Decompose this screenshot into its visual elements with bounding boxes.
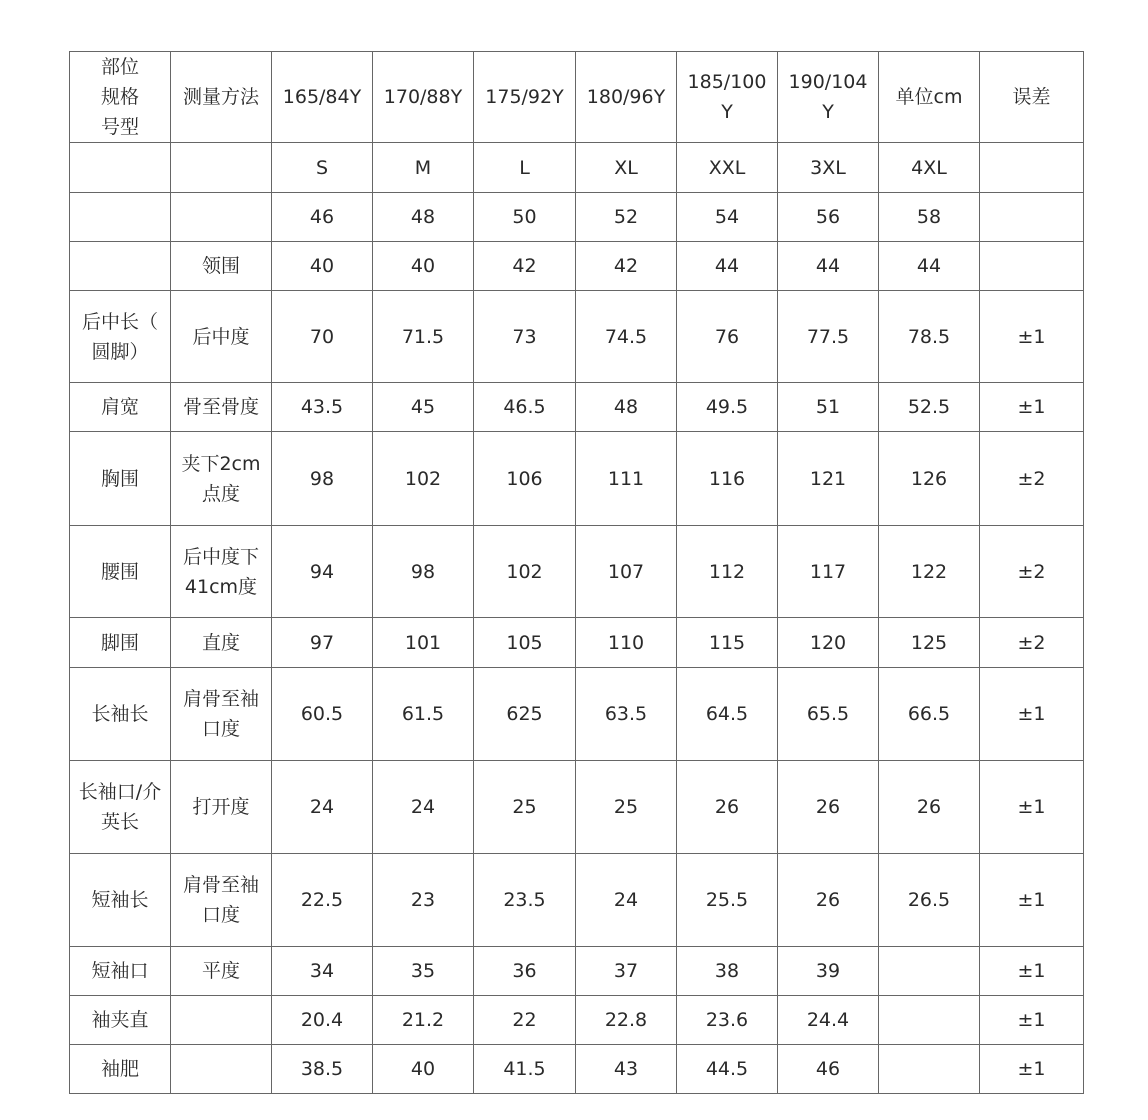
- part-cell-line: 肩宽: [100, 396, 139, 418]
- value-cell: 42: [474, 242, 576, 291]
- value-cell: 38: [677, 947, 778, 996]
- value-cell: 25: [474, 761, 576, 854]
- value-cell: 43.5: [272, 383, 373, 432]
- value-cell: 65.5: [778, 668, 879, 761]
- method-cell-line: 肩骨至袖: [182, 688, 259, 710]
- value-cell: 23.5: [474, 854, 576, 947]
- value-cell: 35: [373, 947, 474, 996]
- value-cell: 20.4: [272, 996, 373, 1045]
- tolerance-cell: [980, 143, 1084, 193]
- value-cell: 70: [272, 291, 373, 383]
- part-cell: [70, 854, 171, 947]
- value-cell: 37: [576, 947, 677, 996]
- tolerance-cell: ±2: [980, 432, 1084, 526]
- method-cell-line: 口度: [201, 904, 240, 926]
- value-cell: 77.5: [778, 291, 879, 383]
- value-cell: 102: [474, 526, 576, 618]
- value-cell: 45: [373, 383, 474, 432]
- value-cell: 41.5: [474, 1045, 576, 1094]
- method-cell: [171, 947, 272, 996]
- header-size-3-line: 175/92Y: [485, 86, 564, 108]
- part-cell-line: 袖夹直: [91, 1009, 149, 1031]
- value-cell: 52: [576, 193, 677, 242]
- value-cell: 71.5: [373, 291, 474, 383]
- method-cell: [171, 761, 272, 854]
- table-row: [70, 854, 1084, 947]
- value-cell: 110: [576, 618, 677, 668]
- part-cell: [70, 761, 171, 854]
- value-cell: [879, 1045, 980, 1094]
- table-row: [70, 668, 1084, 761]
- value-cell: 23: [373, 854, 474, 947]
- table-row: [70, 242, 1084, 291]
- method-cell: [171, 668, 272, 761]
- value-cell: 36: [474, 947, 576, 996]
- method-cell-line: 打开度: [192, 796, 250, 818]
- part-cell-line: 胸围: [100, 467, 139, 490]
- table-row: [70, 193, 1084, 242]
- table-row: [70, 996, 1084, 1045]
- header-tolerance: 误差: [980, 52, 1084, 143]
- value-cell: 111: [576, 432, 677, 526]
- value-cell: 46: [778, 1045, 879, 1094]
- header-size-4: [576, 52, 677, 143]
- method-cell: [171, 291, 272, 383]
- value-cell: 125: [879, 618, 980, 668]
- value-cell: 52.5: [879, 383, 980, 432]
- header-part-spec-size: [70, 52, 171, 143]
- value-cell: 56: [778, 193, 879, 242]
- value-cell: 34: [272, 947, 373, 996]
- value-cell: 107: [576, 526, 677, 618]
- value-cell: 73: [474, 291, 576, 383]
- value-cell: 26: [778, 854, 879, 947]
- value-cell: 101: [373, 618, 474, 668]
- value-cell: 25: [576, 761, 677, 854]
- value-cell: 38.5: [272, 1045, 373, 1094]
- method-cell: [171, 432, 272, 526]
- header-size-3: [474, 52, 576, 143]
- value-cell: 24: [272, 761, 373, 854]
- method-cell-line: 夹下2cm: [181, 452, 261, 475]
- value-cell: 94: [272, 526, 373, 618]
- value-cell: [879, 947, 980, 996]
- header-size-5-line: Y: [721, 101, 733, 123]
- part-cell-line: 短袖长: [91, 889, 149, 911]
- size-chart-body: [70, 52, 1084, 1094]
- tolerance-cell: ±1: [980, 668, 1084, 761]
- value-cell: 21.2: [373, 996, 474, 1045]
- value-cell: 63.5: [576, 668, 677, 761]
- part-cell: [70, 193, 171, 242]
- header-size-1: [272, 52, 373, 143]
- header-size-6: [778, 52, 879, 143]
- value-cell: 39: [778, 947, 879, 996]
- value-cell: 126: [879, 432, 980, 526]
- value-cell: 74.5: [576, 291, 677, 383]
- value-cell: 46.5: [474, 383, 576, 432]
- value-cell: 66.5: [879, 668, 980, 761]
- part-cell-line: 腰围: [100, 560, 139, 583]
- part-cell: [70, 947, 171, 996]
- value-cell: 117: [778, 526, 879, 618]
- value-cell: 24: [373, 761, 474, 854]
- table-row: [70, 947, 1084, 996]
- value-cell: 46: [272, 193, 373, 242]
- header-size-2: [373, 52, 474, 143]
- value-cell: 97: [272, 618, 373, 668]
- tolerance-cell: ±2: [980, 526, 1084, 618]
- header-size-7: [879, 52, 980, 143]
- value-cell: 44: [778, 242, 879, 291]
- value-cell: 54: [677, 193, 778, 242]
- part-cell: [70, 242, 171, 291]
- header-size-7-line: 单位cm: [895, 86, 963, 108]
- method-cell-line: 后中度下: [182, 545, 259, 568]
- method-cell-line: 骨至骨度: [182, 396, 259, 418]
- value-cell: 64.5: [677, 668, 778, 761]
- value-cell: 40: [272, 242, 373, 291]
- table-row: [70, 618, 1084, 668]
- value-cell: 23.6: [677, 996, 778, 1045]
- part-cell: [70, 432, 171, 526]
- header-size-6-line: Y: [822, 101, 834, 123]
- method-cell-line: 41cm度: [184, 575, 258, 598]
- method-cell-line: 口度: [201, 718, 240, 740]
- part-cell-line: 圆脚）: [91, 340, 149, 363]
- value-cell: 120: [778, 618, 879, 668]
- part-cell: [70, 526, 171, 618]
- method-cell: [171, 996, 272, 1045]
- value-cell: 26: [778, 761, 879, 854]
- value-cell: 40: [373, 242, 474, 291]
- value-cell: 48: [576, 383, 677, 432]
- tolerance-cell: [980, 193, 1084, 242]
- table-row: [70, 291, 1084, 383]
- method-cell-line: 点度: [201, 482, 240, 505]
- part-cell: [70, 618, 171, 668]
- part-cell: [70, 291, 171, 383]
- value-cell: 98: [272, 432, 373, 526]
- part-cell: [70, 143, 171, 193]
- value-cell: M: [373, 143, 474, 193]
- value-cell: 24: [576, 854, 677, 947]
- part-cell-line: 脚围: [100, 631, 139, 654]
- value-cell: 25.5: [677, 854, 778, 947]
- value-cell: 122: [879, 526, 980, 618]
- method-cell-line: 领围: [201, 255, 240, 277]
- table-row: [70, 526, 1084, 618]
- method-cell: [171, 854, 272, 947]
- value-cell: 3XL: [778, 143, 879, 193]
- part-cell-line: 后中长（: [81, 310, 158, 333]
- value-cell: 106: [474, 432, 576, 526]
- value-cell: 116: [677, 432, 778, 526]
- header-row: [70, 52, 1084, 143]
- part-cell: [70, 1045, 171, 1094]
- header-part-spec-size-line: 号型: [100, 116, 139, 138]
- tolerance-cell: ±1: [980, 383, 1084, 432]
- value-cell: 76: [677, 291, 778, 383]
- method-cell-line: 后中度: [192, 325, 250, 348]
- value-cell: 22.5: [272, 854, 373, 947]
- table-row: [70, 761, 1084, 854]
- value-cell: 44.5: [677, 1045, 778, 1094]
- value-cell: 115: [677, 618, 778, 668]
- method-cell: [171, 526, 272, 618]
- part-cell-line: 袖肥: [100, 1058, 139, 1080]
- header-measure-method: 测量方法: [171, 52, 272, 143]
- tolerance-cell: ±1: [980, 1045, 1084, 1094]
- method-cell-line: 肩骨至袖: [182, 874, 259, 896]
- tolerance-cell: ±2: [980, 618, 1084, 668]
- tolerance-cell: ±1: [980, 291, 1084, 383]
- part-cell: [70, 996, 171, 1045]
- value-cell: 26.5: [879, 854, 980, 947]
- tolerance-cell: [980, 242, 1084, 291]
- value-cell: 98: [373, 526, 474, 618]
- value-cell: 44: [879, 242, 980, 291]
- value-cell: 102: [373, 432, 474, 526]
- header-size-6-line: 190/104: [788, 71, 868, 93]
- value-cell: XXL: [677, 143, 778, 193]
- table-row: [70, 383, 1084, 432]
- value-cell: 121: [778, 432, 879, 526]
- part-cell-line: 长袖口/介: [78, 781, 162, 803]
- method-cell: [171, 143, 272, 193]
- tolerance-cell: ±1: [980, 854, 1084, 947]
- value-cell: L: [474, 143, 576, 193]
- value-cell: 625: [474, 668, 576, 761]
- value-cell: 43: [576, 1045, 677, 1094]
- value-cell: 42: [576, 242, 677, 291]
- value-cell: 22.8: [576, 996, 677, 1045]
- value-cell: 48: [373, 193, 474, 242]
- value-cell: 78.5: [879, 291, 980, 383]
- method-cell-line: 平度: [201, 960, 240, 982]
- method-cell: [171, 1045, 272, 1094]
- method-cell: [171, 618, 272, 668]
- method-cell-line: 直度: [201, 631, 240, 654]
- table-row: [70, 143, 1084, 193]
- part-cell-line: 长袖长: [91, 703, 149, 725]
- value-cell: 51: [778, 383, 879, 432]
- value-cell: 58: [879, 193, 980, 242]
- value-cell: 26: [879, 761, 980, 854]
- tolerance-cell: ±1: [980, 947, 1084, 996]
- part-cell: [70, 668, 171, 761]
- header-part-spec-size-line: 规格: [100, 86, 139, 108]
- value-cell: 112: [677, 526, 778, 618]
- header-size-2-line: 170/88Y: [383, 86, 463, 108]
- value-cell: 50: [474, 193, 576, 242]
- method-cell: [171, 242, 272, 291]
- value-cell: 40: [373, 1045, 474, 1094]
- value-cell: 60.5: [272, 668, 373, 761]
- method-cell: [171, 383, 272, 432]
- value-cell: 26: [677, 761, 778, 854]
- value-cell: S: [272, 143, 373, 193]
- table-row: [70, 1045, 1084, 1094]
- size-chart-table: [69, 51, 1084, 1094]
- value-cell: 44: [677, 242, 778, 291]
- header-size-1-line: 165/84Y: [282, 86, 362, 108]
- value-cell: 49.5: [677, 383, 778, 432]
- header-size-5: [677, 52, 778, 143]
- header-size-5-line: 185/100: [687, 71, 767, 93]
- table-row: [70, 432, 1084, 526]
- tolerance-cell: ±1: [980, 996, 1084, 1045]
- value-cell: XL: [576, 143, 677, 193]
- part-cell: [70, 383, 171, 432]
- method-cell: [171, 193, 272, 242]
- value-cell: [879, 996, 980, 1045]
- tolerance-cell: ±1: [980, 761, 1084, 854]
- value-cell: 61.5: [373, 668, 474, 761]
- header-part-spec-size-line: 部位: [100, 56, 139, 78]
- value-cell: 4XL: [879, 143, 980, 193]
- value-cell: 24.4: [778, 996, 879, 1045]
- value-cell: 105: [474, 618, 576, 668]
- part-cell-line: 短袖口: [91, 960, 149, 982]
- header-size-4-line: 180/96Y: [586, 86, 666, 108]
- part-cell-line: 英长: [100, 811, 139, 833]
- value-cell: 22: [474, 996, 576, 1045]
